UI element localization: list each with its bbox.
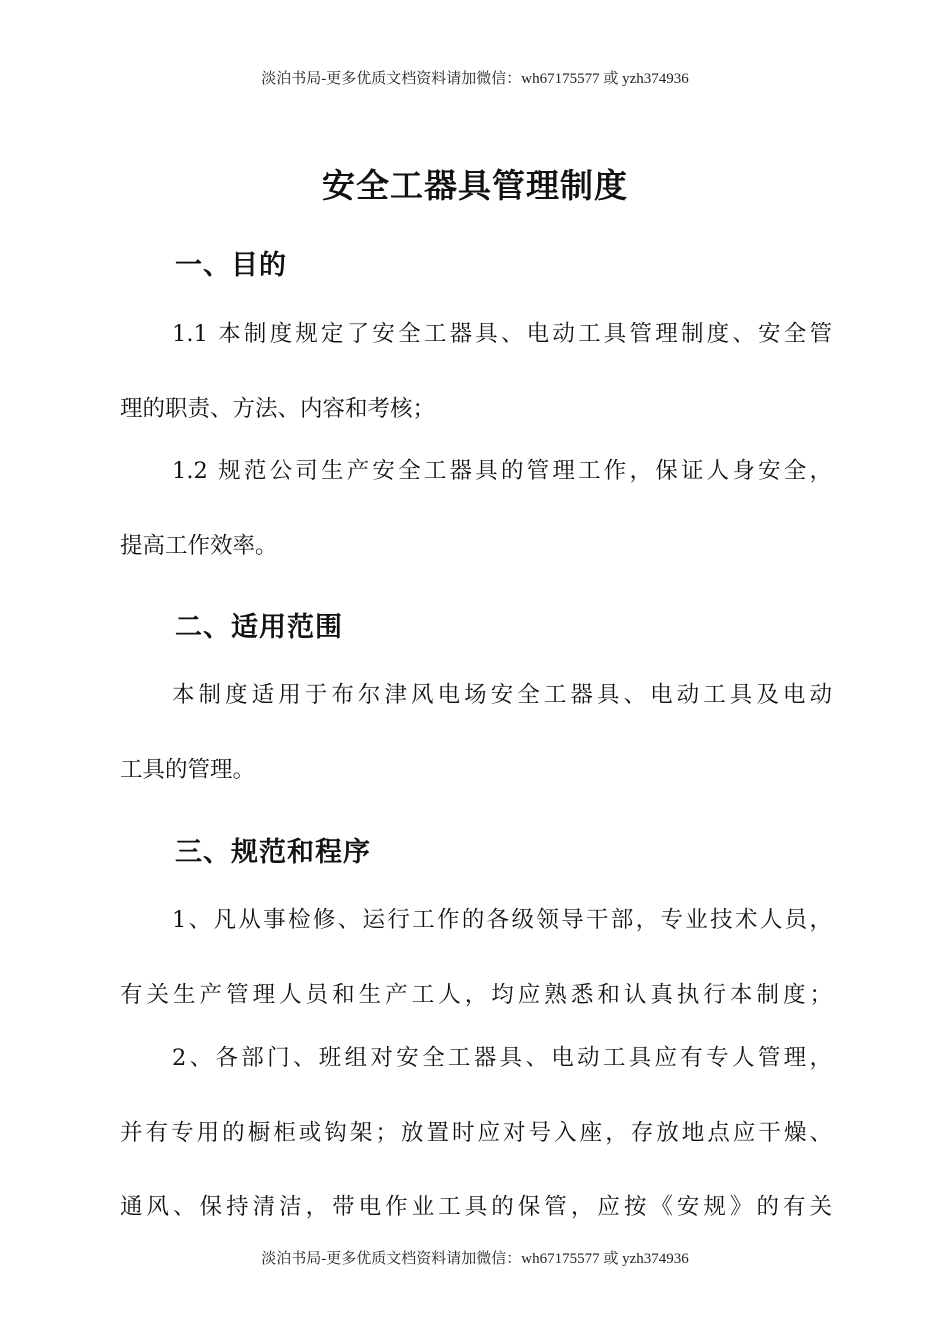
section-heading-scope: 二、适用范围: [175, 612, 343, 643]
paragraph-line: 提高工作效率。: [120, 533, 278, 559]
paragraph-line: 通风、保持清洁，带电作业工具的保管，应按《安规》的有关: [120, 1194, 832, 1220]
document-title: 安全工器具管理制度: [322, 166, 628, 205]
paragraph-line: 并有专用的橱柜或钩架；放置时应对号入座，存放地点应干燥、: [120, 1120, 832, 1146]
header-watermark: 淡泊书局-更多优质文档资料请加微信：wh67175577 或 yzh374936: [261, 71, 689, 87]
paragraph-line: 1.2 规范公司生产安全工器具的管理工作，保证人身安全，: [172, 458, 832, 484]
footer-watermark: 淡泊书局-更多优质文档资料请加微信：wh67175577 或 yzh374936: [261, 1251, 689, 1267]
paragraph-line: 1.1 本制度规定了安全工器具、电动工具管理制度、安全管: [172, 321, 832, 347]
paragraph-line: 1、凡从事检修、运行工作的各级领导干部，专业技术人员，: [172, 907, 832, 933]
paragraph-line: 理的职责、方法、内容和考核；: [120, 396, 436, 422]
section-heading-purpose: 一、目的: [175, 250, 287, 281]
section-heading-procedure: 三、规范和程序: [175, 837, 371, 868]
paragraph-line: 2、各部门、班组对安全工器具、电动工具应有专人管理，: [172, 1045, 832, 1071]
paragraph-line: 本制度适用于布尔津风电场安全工器具、电动工具及电动: [172, 682, 832, 708]
paragraph-line: 工具的管理。: [120, 757, 256, 783]
paragraph-line: 有关生产管理人员和生产工人，均应熟悉和认真执行本制度；: [120, 982, 832, 1008]
